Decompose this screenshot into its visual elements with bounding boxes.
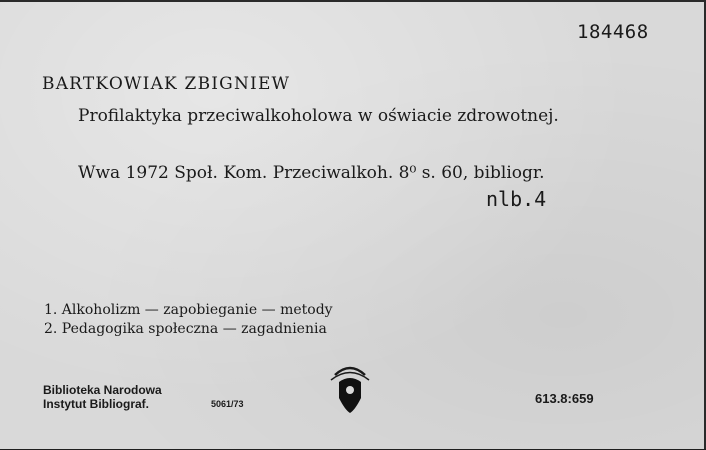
subject-heading-1: 1. Alkoholizm — zapobieganie — metody [44, 302, 333, 318]
author-heading: BARTKOWIAK ZBIGNIEW [42, 74, 291, 94]
classification-number: 613.8:659 [535, 391, 594, 406]
subject-headings [44, 301, 333, 339]
library-institute: Instytut Bibliograf. [43, 397, 149, 411]
book-title: Profilaktyka przeciwalkoholowa w oświacie zdrowotnej. [78, 106, 559, 126]
subject-heading-2: 2. Pedagogika społeczna — zagadnienia [44, 321, 327, 337]
shelfmark: nlb.4 [486, 187, 547, 211]
library-logo-icon [327, 364, 373, 414]
call-number: 184468 [577, 21, 649, 43]
library-imprint [43, 383, 162, 411]
print-number: 5061/73 [211, 399, 244, 409]
imprint-line: Wwa 1972 Społ. Kom. Przeciwalkoh. 8⁰ s. 60, bibliogr. [78, 163, 545, 183]
library-name: Biblioteka Narodowa [43, 383, 162, 397]
